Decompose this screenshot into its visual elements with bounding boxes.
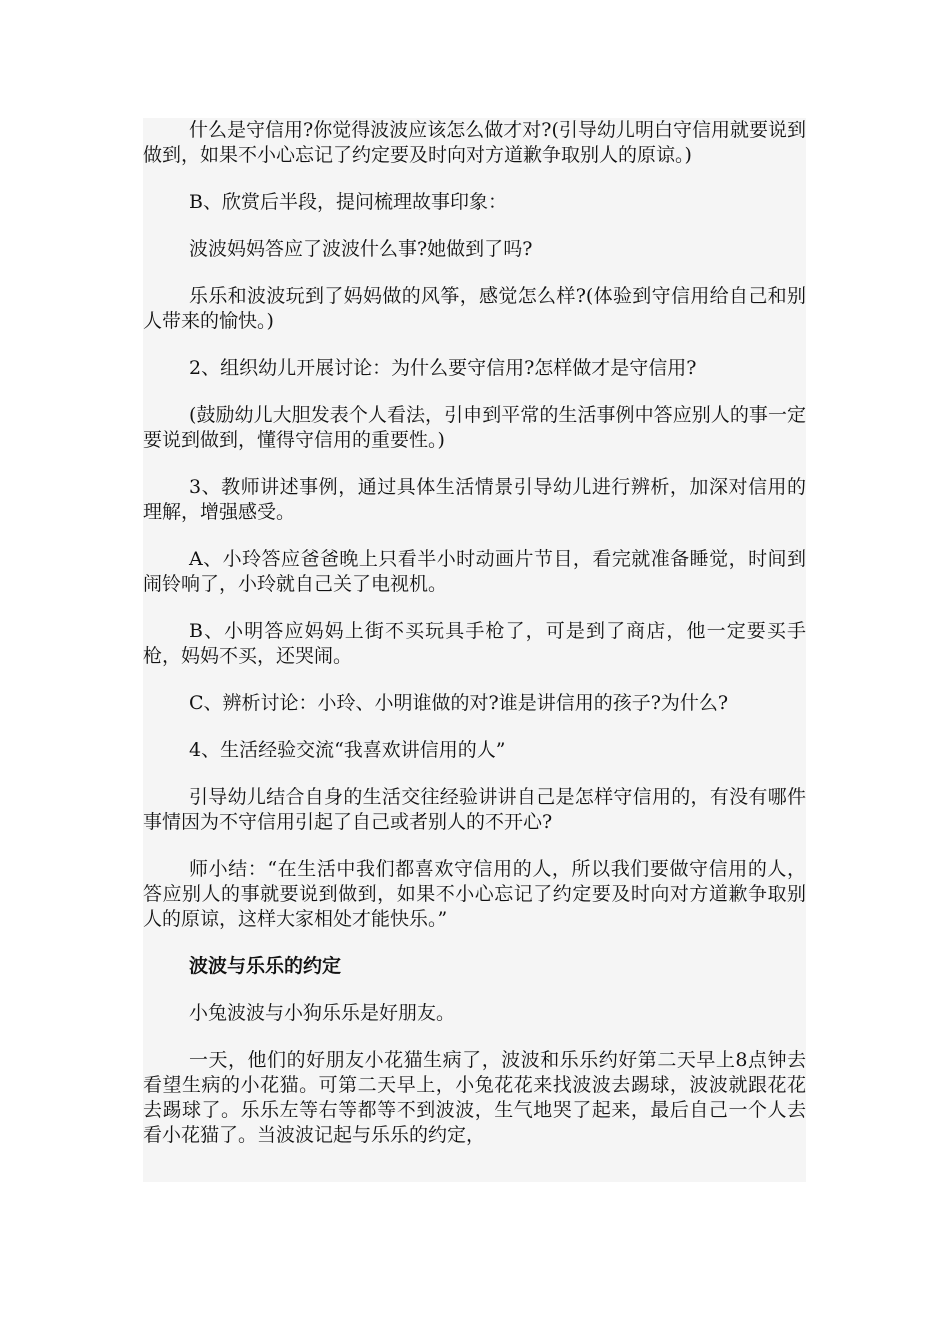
paragraph: 乐乐和波波玩到了妈妈做的风筝，感觉怎么样?(体验到守信用给自己和别人带来的愉快。)	[143, 285, 806, 332]
paragraph: 引导幼儿结合自身的生活交往经验讲讲自己是怎样守信用的，有没有哪件事情因为不守信用引起了自己或者别人的不开心?	[143, 786, 806, 833]
paragraph: B、欣赏后半段，提问梳理故事印象：	[189, 191, 507, 213]
paragraph: 一天，他们的好朋友小花猫生病了，波波和乐乐约好第二天早上8点钟去看望生病的小花猫。可第二天早上，小兔花花来找波波去踢球，波波就跟花花去踢球了。乐乐左等右等都等不到波波，生气地哭了起来，最后自己一个人去看小花猫了。当波波记起与乐乐的约定，	[143, 1049, 806, 1146]
paragraph: B、小明答应妈妈上街不买玩具手枪了，可是到了商店，他一定要买手枪，妈妈不买，还哭闹。	[143, 620, 806, 667]
paragraph: (鼓励幼儿大胆发表个人看法，引申到平常的生活事例中答应别人的事一定要说到做到，懂得守信用的重要性。)	[143, 404, 806, 451]
paragraph: 2、组织幼儿开展讨论：为什么要守信用?怎样做才是守信用?	[189, 357, 697, 379]
paragraph: C、辨析讨论：小玲、小明谁做的对?谁是讲信用的孩子?为什么?	[189, 692, 729, 714]
paragraph: 师小结：“在生活中我们都喜欢守信用的人，所以我们要做守信用的人，答应别人的事就要说到做到，如果不小心忘记了约定要及时向对方道歉争取别人的原谅，这样大家相处才能快乐。”	[143, 858, 806, 930]
paragraph: 4、生活经验交流“我喜欢讲信用的人”	[189, 739, 506, 761]
paragraph: 波波妈妈答应了波波什么事?她做到了吗?	[189, 238, 533, 260]
document-body	[143, 118, 806, 1182]
paragraph: 3、教师讲述事例，通过具体生活情景引导幼儿进行辨析，加深对信用的理解，增强感受。	[143, 476, 806, 523]
paragraph: 小兔波波与小狗乐乐是好朋友。	[189, 1002, 456, 1024]
story-title: 波波与乐乐的约定	[189, 955, 342, 977]
paragraph: A、小玲答应爸爸晚上只看半小时动画片节目，看完就准备睡觉，时间到闹铃响了，小玲就自己关了电视机。	[143, 548, 806, 595]
paragraph: 什么是守信用?你觉得波波应该怎么做才对?(引导幼儿明白守信用就要说到做到，如果不小心忘记了约定要及时向对方道歉争取别人的原谅。)	[143, 119, 806, 166]
